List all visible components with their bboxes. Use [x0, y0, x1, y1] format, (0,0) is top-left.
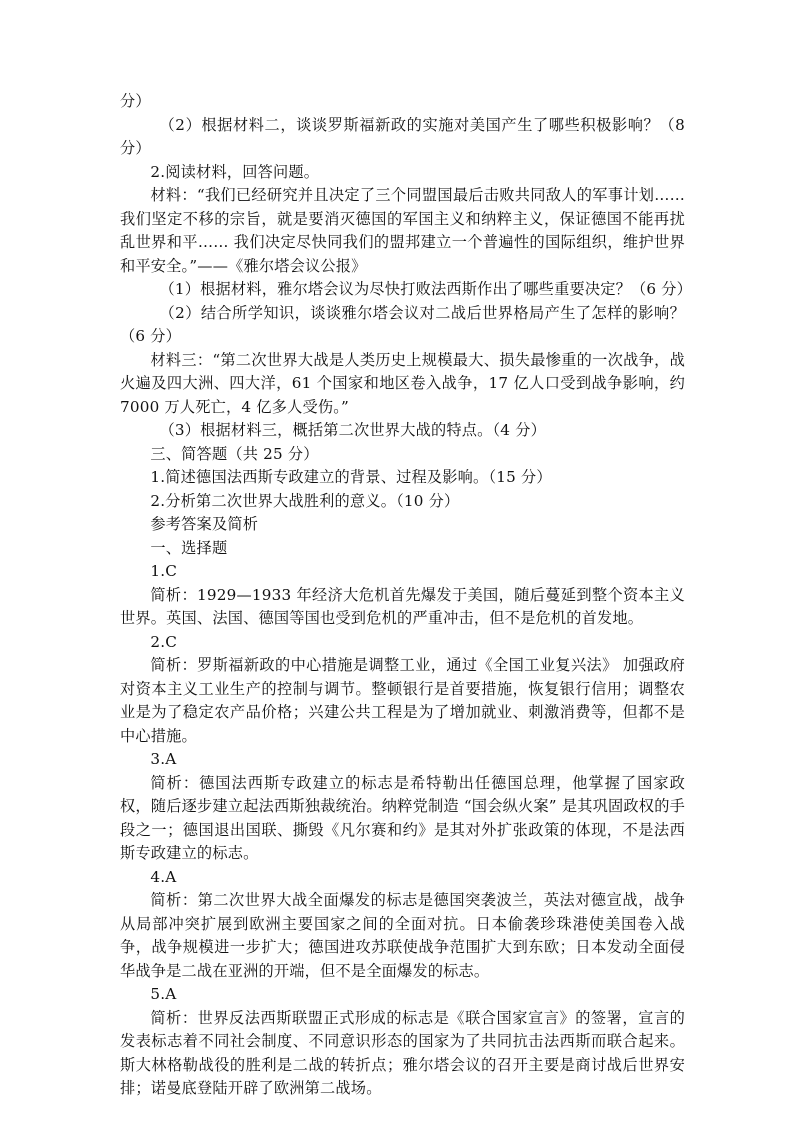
paragraph-l13: 一、选择题	[150, 538, 228, 557]
paragraph-l16: 2.C	[150, 632, 178, 651]
paragraph-l11: 2.分析第二次世界大战胜利的意义。（10 分）	[150, 491, 460, 510]
paragraph-l05: （1）根据材料，雅尔塔会议为尽快打败法西斯作出了哪些重要决定？（6 分）	[159, 280, 693, 298]
paragraph-l04: 材料：“我们已经研究并且决定了三个同盟国最后击败共同敌人的军事计划…… 我们坚定不移的宗旨，就是要消灭德国的军国主义和纳粹主义，保证德国不能再扰乱世界和平…… 我们决定尽快同我们的盟邦建立一个普遍性的国际组织，维护世界和平安全。”——《雅尔塔会议公报》	[120, 186, 685, 275]
paragraph-l06: （2）结合所学知识，谈谈雅尔塔会议对二战后世界格局产生了怎样的影响？（6 分）	[120, 303, 685, 345]
paragraph-l08: （3）根据材料三，概括第二次世界大战的特点。（4 分）	[159, 421, 546, 439]
paragraph-l10: 1.简述德国法西斯专政建立的背景、过程及影响。（15 分）	[150, 468, 552, 486]
paragraph-l15: 简析：1929—1933 年经济大危机首先爆发于美国，随后蔓延到整个资本主义世界。英国、法国、德国等国也受到危机的严重冲击，但不是危机的首发地。	[120, 585, 685, 627]
paragraph-l14: 1.C	[150, 562, 178, 580]
document-body	[120, 90, 693, 1101]
paragraph-l17: 简析：罗斯福新政的中心措施是调整工业，通过《全国工业复兴法》 加强政府对资本主义工业生产的控制与调节。整顿银行是首要措施，恢复银行信用；调整农业是为了稳定农产品价格；兴建公共工程是为了增加就业、刺激消费等，但都不是中心措施。	[120, 656, 685, 745]
paragraph-l01: 分）	[120, 92, 151, 110]
paragraph-l18: 3.A	[150, 750, 177, 768]
paragraph-l03: 2.阅读材料，回答问题。	[150, 162, 320, 181]
paragraph-l21: 简析：第二次世界大战全面爆发的标志是德国突袭波兰，英法对德宣战，战争从局部冲突扩展到欧洲主要国家之间的全面对抗。日本偷袭珍珠港使美国卷入战争，战争规模进一步扩大；德国进攻苏联使战争范围扩大到东欧；日本发动全面侵华战争是二战在亚洲的开端，但不是全面爆发的标志。	[120, 891, 685, 980]
paragraph-l09: 三、简答题（共 25 分）	[150, 444, 319, 463]
paragraph-l07: 材料三：“第二次世界大战是人类历史上规模最大、损失最惨重的一次战争，战火遍及四大洲、四大洋，61 个国家和地区卷入战争，17 亿人口受到战争影响，约 7000 万人死亡，4 亿多人受伤。”	[120, 350, 685, 416]
paragraph-l19: 简析：德国法西斯专政建立的标志是希特勒出任德国总理，他掌握了国家政权，随后逐步建立起法西斯独裁统治。纳粹党制造 “国会纵火案” 是其巩固政权的手段之一；德国退出国联、撕毁《凡尔赛和约》是其对外扩张政策的体现，不是法西斯专政建立的标志。	[120, 773, 685, 862]
paragraph-l20: 4.A	[150, 867, 177, 886]
paragraph-l12: 参考答案及简析	[150, 515, 259, 533]
paragraph-l23: 简析：世界反法西斯联盟正式形成的标志是《联合国家宣言》的签署，宣言的发表标志着不同社会制度、不同意识形态的国家为了共同抗击法西斯而联合起来。斯大林格勒战役的胜利是二战的转折点；雅尔塔会议的召开主要是商讨战后世界安排；诺曼底登陆开辟了欧洲第二战场。	[120, 1008, 685, 1097]
paragraph-l02: （2）根据材料二，谈谈罗斯福新政的实施对美国产生了哪些积极影响？（8 分）	[120, 115, 685, 157]
paragraph-l22: 5.A	[150, 985, 177, 1003]
